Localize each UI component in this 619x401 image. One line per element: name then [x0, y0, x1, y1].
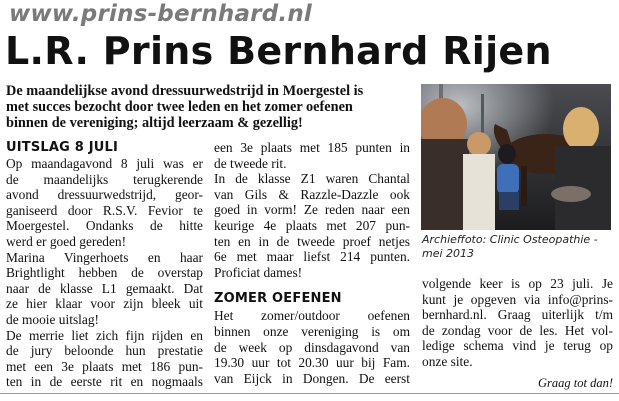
body-line: Proficiat dames!: [214, 264, 303, 280]
website-url: www.prins-bernhard.nl: [9, 1, 312, 27]
body-line: ganiseerd door R.S.V. Fevior te: [6, 202, 203, 218]
lead-paragraph: [6, 83, 416, 131]
body-line: Moergestel. Ondanks de hitte: [6, 218, 203, 234]
body-line: volgende keer is op 23 juli. Je: [422, 276, 613, 291]
body-line: met een 3e plaats met 186 pun-: [6, 358, 203, 374]
body-line: In de klasse Z1 waren Chantal: [214, 171, 410, 187]
body-line: goed in vorm! Ze reden naar een: [214, 202, 410, 218]
body-line: ze hier klaar voor zijn bleek uit: [6, 296, 203, 312]
body-line: binnen onze vereniging is om: [214, 323, 410, 339]
lead-line: met succes bezocht door twee leden en het zomer oefenen: [6, 99, 353, 115]
body-line: ten en in de tweede proef netjes: [214, 233, 410, 249]
body-line: ledige schema vind je terug op: [422, 338, 613, 354]
article-column-2: [214, 140, 410, 386]
body-line: de mooie uitslag!: [6, 311, 99, 327]
archive-photo-image: [421, 84, 611, 230]
body-line: de maandelijks terugkerende: [6, 171, 203, 187]
lead-line: binnen de vereniging; altijd leerzaam & gezellig!: [6, 115, 303, 131]
body-line: onze site.: [422, 353, 473, 369]
body-line: De merrie liet zich fijn rijden en: [6, 327, 203, 343]
body-line: de zondag voor de les. Het vol-: [422, 322, 613, 338]
body-line: de week op dinsdagavond van: [214, 339, 410, 355]
body-line: Brightlight hebben de overstap: [6, 265, 203, 281]
body-line: een 3e plaats met 185 punten in: [214, 140, 410, 155]
body-line: 19.30 uur tot 20.30 uur bij Fam.: [214, 355, 410, 371]
body-line: bernhard.nl. Graag uiterlijk t/m: [422, 307, 613, 323]
caption-line: Archieffoto: Clinic Osteopathie -: [422, 233, 598, 246]
article-column-3: [422, 276, 613, 391]
body-line: Het zomer/outdoor oefenen: [214, 308, 410, 324]
section-heading-zomer-oefenen: ZOMER OEFENEN: [214, 291, 342, 307]
page-title: L.R. Prins Bernhard Rijen: [5, 29, 552, 73]
body-line: van Gils & Razzle-Dazzle ook: [214, 186, 410, 202]
body-line: van Eijck in Dongen. De eerst: [214, 370, 410, 386]
body-line: Op maandagavond 8 juli was er: [6, 156, 203, 171]
body-line: avond dressuurwedstrijd, geor-: [6, 187, 203, 203]
body-line: keurige 4e plaats met 207 pun-: [214, 217, 410, 233]
section-heading-uitslag: UITSLAG 8 JULI: [6, 140, 119, 155]
body-line: Marina Vingerhoets en haar: [6, 249, 203, 265]
body-line: kunt je opgeven via info@prins-: [422, 291, 613, 307]
body-line: naar de klasse L1 gemaakt. Dat: [6, 280, 203, 296]
caption-line: mei 2013: [422, 247, 475, 260]
bottom-divider: [0, 393, 619, 394]
photo-caption: [422, 233, 616, 261]
body-line: ten in de eerste rit en nogmaals: [6, 374, 203, 390]
body-line: de tweede rit.: [214, 155, 287, 171]
lead-line: De maandelijkse avond dressuurwedstrijd in Moergestel is: [6, 83, 364, 99]
body-line: 6e met maar liefst 214 punten.: [214, 249, 410, 265]
body-line: de jury beloonde hun prestatie: [6, 343, 203, 359]
body-line: werd er goed gereden!: [6, 233, 127, 249]
article-column-1: [6, 140, 203, 390]
signoff: Graag tot dan!: [538, 375, 613, 390]
archive-photo: [421, 84, 611, 230]
